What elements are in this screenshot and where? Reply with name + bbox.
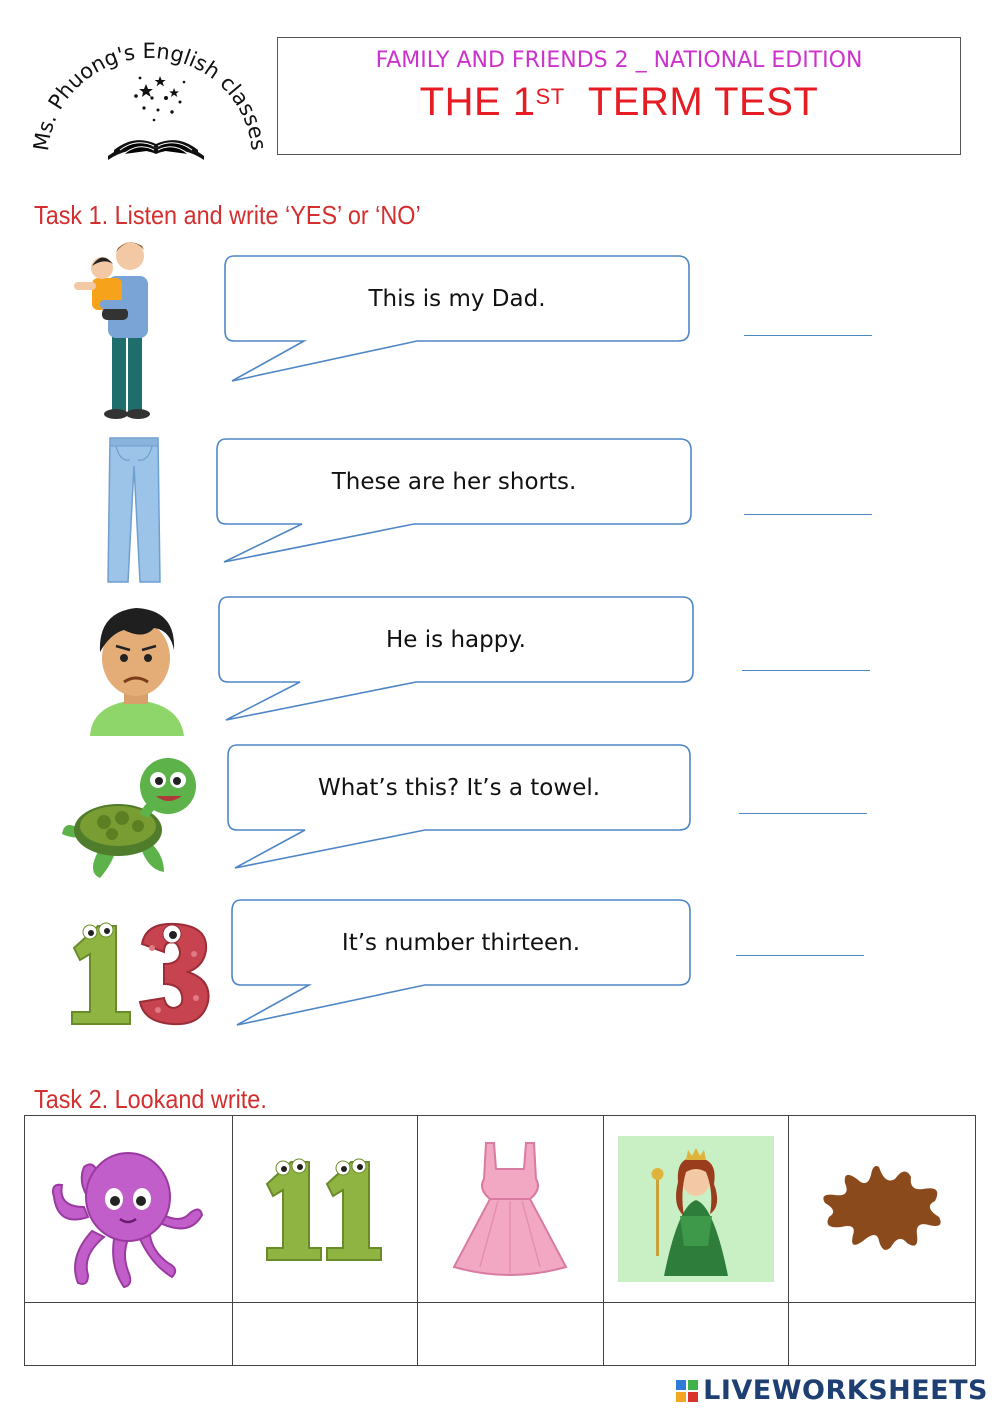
answer-cell-5[interactable]	[789, 1303, 976, 1366]
queen-icon	[618, 1136, 774, 1282]
sentence-2: These are her shorts.	[331, 469, 577, 495]
sentence-3: He is happy.	[386, 627, 526, 653]
picture-cell-queen	[603, 1116, 789, 1303]
speech-bubble-5	[229, 899, 695, 1029]
page-title	[278, 80, 960, 125]
task2-table	[24, 1115, 976, 1366]
number-11-icon	[263, 1154, 387, 1264]
answer-blank-2[interactable]	[744, 514, 872, 515]
header-box	[277, 37, 961, 155]
logo-text: Ms. Phuong's English classe	[29, 38, 268, 153]
open-book-with-stars-icon	[108, 76, 204, 160]
pink-dress-icon	[450, 1139, 570, 1279]
octopus-icon	[48, 1127, 208, 1291]
answer-cell-3[interactable]	[418, 1303, 604, 1366]
answer-cell-4[interactable]	[603, 1303, 789, 1366]
school-logo	[28, 38, 268, 162]
picture-cell-dress	[418, 1116, 604, 1303]
picture-cell-octopus	[25, 1116, 233, 1303]
answer-cell-1[interactable]	[25, 1303, 233, 1366]
answer-blank-1[interactable]	[744, 335, 872, 336]
answer-blank-3[interactable]	[742, 670, 870, 671]
father-holding-son-icon	[70, 232, 170, 422]
sentence-5: It’s number thirteen.	[341, 930, 581, 956]
turtle-icon	[60, 752, 200, 880]
answer-cell-2[interactable]	[232, 1303, 418, 1366]
brown-splash-icon	[819, 1163, 945, 1255]
title-suffix: TERM TEST	[587, 80, 819, 124]
speech-bubble-1	[222, 255, 694, 385]
task1-title: Task 1. Listen and write ‘YES’ or ‘NO’	[34, 200, 421, 230]
blue-jeans-icon	[104, 436, 164, 584]
title-prefix: THE 1	[419, 80, 536, 124]
task2-title: Task 2. Lookand write.	[34, 1084, 267, 1114]
liveworksheets-logo-icon	[675, 1379, 699, 1403]
title-superscript: ST	[535, 84, 565, 109]
sentence-4: What’s this? It’s a towel.	[317, 775, 601, 801]
speech-bubble-4	[225, 744, 695, 872]
sad-boy-icon	[84, 600, 188, 736]
picture-cell-splash	[789, 1116, 976, 1303]
number-13-icon	[68, 918, 216, 1028]
liveworksheets-brand	[675, 1375, 988, 1406]
answer-blank-4[interactable]	[739, 813, 867, 814]
brand-text: LIVEWORKSHEETS	[703, 1375, 988, 1406]
header-subtitle: FAMILY AND FRIENDS 2 _ NATIONAL EDITION	[375, 48, 863, 73]
sentence-1: This is my Dad.	[368, 286, 546, 312]
answer-blank-5[interactable]	[736, 955, 864, 956]
speech-bubble-2	[214, 438, 696, 566]
speech-bubble-3	[216, 596, 698, 724]
picture-cell-eleven	[232, 1116, 418, 1303]
